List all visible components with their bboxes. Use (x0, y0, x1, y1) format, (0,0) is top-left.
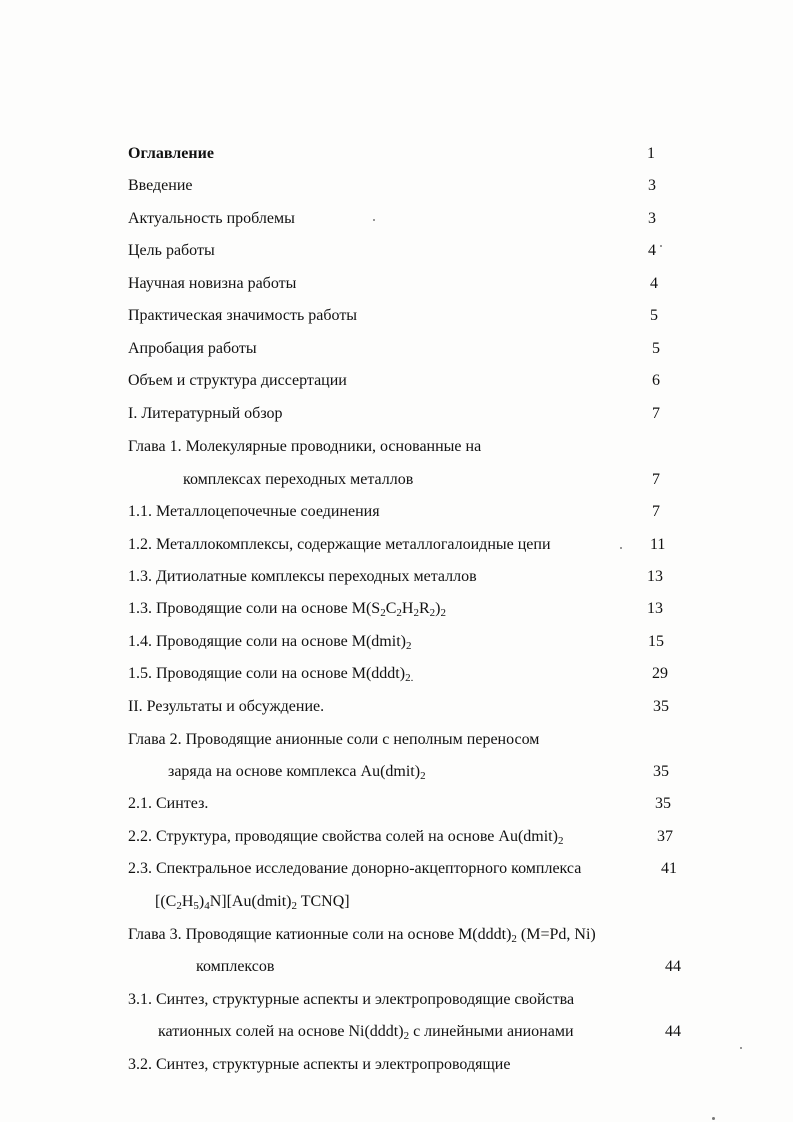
scan-speck (660, 245, 662, 247)
toc-entry-1-3b: 1.3. Проводящие соли на основе $M(S_2C_2H_2R_2)_2$ (128, 600, 446, 619)
page-number: 4 (648, 242, 656, 259)
page-number: 15 (648, 633, 664, 650)
page-number: 44 (665, 958, 681, 975)
scan-speck (373, 219, 375, 221)
page-number: 7 (652, 503, 660, 520)
toc-entry-goal: Цель работы (128, 242, 215, 259)
page-number: 5 (650, 307, 658, 324)
toc-entry-intro: Введение (128, 177, 193, 194)
page-number: 4 (650, 275, 658, 292)
page-number: 13 (647, 568, 663, 585)
toc-entry-chapter2-cont: заряда на основе комплекса $Au(dmit)_2$ (168, 763, 426, 782)
page-number: 3 (648, 210, 656, 227)
page-number: 5 (652, 340, 660, 357)
page-number: 3 (648, 177, 656, 194)
toc-entry-2-2: 2.2. Структура, проводящие свойства солей на основе $Au(dmit)_2$ (128, 828, 564, 847)
scan-speck (740, 1047, 742, 1049)
scan-speck (712, 1117, 715, 1120)
toc-entry-3-2: 3.2. Синтез, структурные аспекты и электропроводящие (128, 1056, 511, 1073)
page-number: 11 (650, 536, 666, 553)
page-number: 37 (657, 828, 673, 845)
page-number: 7 (652, 471, 660, 488)
toc-entry-volume: Объем и структура диссертации (128, 372, 347, 389)
toc-entry-novelty: Научная новизна работы (128, 275, 297, 292)
toc-entry-3-1: 3.1. Синтез, структурные аспекты и электропроводящие свойства (128, 991, 575, 1008)
toc-entry-practical: Практическая значимость работы (128, 307, 358, 324)
toc-entry-chapter1: Глава 1. Молекулярные проводники, основанные на (128, 438, 482, 455)
toc-entry-approbation: Апробация работы (128, 340, 257, 357)
toc-entry-1-1: 1.1. Металлоцепочечные соединения (128, 503, 380, 520)
toc-entry-1-5: 1.5. Проводящие соли на основе $M(dddt)_{2.}$ (128, 665, 414, 684)
page-number: 13 (647, 600, 663, 617)
toc-entry-chapter3: Глава 3. Проводящие катионные соли на основе $M(dddt)_2$ (M=Pd, Ni) (128, 926, 596, 945)
page-number: 35 (653, 698, 669, 715)
page-number: 41 (661, 860, 677, 877)
page-number: 35 (653, 763, 669, 780)
page-number: 29 (652, 665, 668, 682)
toc-entry-1-4: 1.4. Проводящие соли на основе $M(dmit)_2$ (128, 633, 412, 652)
toc-entry-3-1-cont: катионных солей на основе $Ni(dddt)_2$ с линейными анионами (158, 1023, 574, 1042)
toc-title: Оглавление (128, 145, 214, 162)
toc-entry-2-1: 2.1. Синтез. (128, 795, 209, 812)
toc-entry-1-2: 1.2. Металлокомплексы, содержащие металлогалоидные цепи (128, 536, 551, 553)
toc-entry-2-3: 2.3. Спектральное исследование донорно-акцепторного комплекса (128, 860, 582, 877)
page-number: 7 (652, 405, 660, 422)
toc-entry-part1: I. Литературный обзор (128, 405, 283, 422)
toc-entry-chapter3-cont: комплексов (196, 958, 275, 975)
page-number: 44 (665, 1023, 681, 1040)
page-number: 6 (652, 372, 660, 389)
toc-entry-chapter1-cont: комплексах переходных металлов (183, 471, 414, 488)
page-number: 35 (655, 795, 671, 812)
toc-entry-part2: II. Результаты и обсуждение. (128, 698, 325, 715)
toc-entry-1-3a: 1.3. Дитиолатные комплексы переходных металлов (128, 568, 477, 585)
toc-entry-relevance: Актуальность проблемы (128, 210, 295, 227)
toc-entry-2-3-formula: $[(C_2H_5)_4N][Au(dmit)_2$ TCNQ] (155, 893, 350, 912)
scan-speck (620, 547, 622, 549)
toc-entry-chapter2: Глава 2. Проводящие анионные соли с неполным переносом (128, 731, 540, 748)
page-number: 1 (647, 145, 655, 162)
